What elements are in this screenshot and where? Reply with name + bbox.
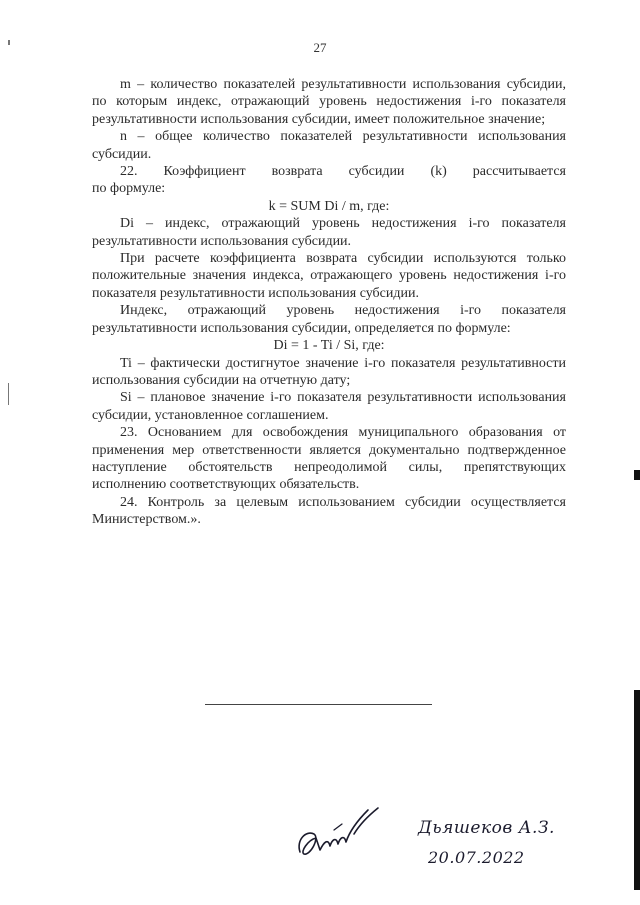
- paragraph-si-definition: Si – плановое значение i-го показателя результативности использования субсидии, установленное соглашением.: [92, 390, 566, 423]
- paragraph-22-line2: по формуле:: [92, 181, 166, 197]
- scan-mark: [8, 40, 10, 45]
- scan-edge-mark: [634, 470, 640, 480]
- paragraph-23: 23. Основанием для освобождения муниципального образования от применения мер ответственности является документально подтвержденное наступление обстоятельств непреодолимой силы, препятствующих исполнению соответствующих обязательств.: [92, 425, 566, 493]
- paragraph-m-definition: m – количество показателей результативности использования субсидии, по которым индекс, отражающий уровень недостижения i-го показателя результативности использования субсидии, имеет положительное значение;: [92, 77, 566, 127]
- signature: [294, 800, 384, 862]
- separator-line: [205, 704, 432, 705]
- paragraph-22-line1: 22. Коэффициент возврата субсидии (k) рассчитывается: [120, 164, 566, 180]
- paragraph-24: 24. Контроль за целевым использованием субсидии осуществляется Министерством.».: [92, 494, 566, 528]
- handwritten-date: 20.07.2022: [428, 848, 525, 867]
- scan-mark: [8, 383, 9, 405]
- paragraph-index-formula-intro: Индекс, отражающий уровень недостижения i-го показателя результативности использования субсидии, определяется по формуле:: [92, 303, 566, 336]
- document-body: [92, 76, 566, 529]
- paragraph-di-definition: Di – индекс, отражающий уровень недостижения i-го показателя результативности использования субсидии.: [92, 216, 566, 249]
- handwritten-name: Дьяшеков А.З.: [418, 818, 555, 838]
- paragraph-positive-values: При расчете коэффициента возврата субсидии используются только положительные значения индекса, отражающего уровень недостижения i-го показателя результативности использования субсидии.: [92, 251, 566, 301]
- formula-k: k = SUM Di / m, где:: [268, 198, 390, 214]
- formula-di: Di = 1 - Ti / Si, где:: [273, 338, 385, 354]
- paragraph-n-definition: n – общее количество показателей результативности использования субсидии.: [92, 129, 566, 162]
- scan-edge-bar: [634, 690, 640, 890]
- paragraph-ti-definition: Ti – фактически достигнутое значение i-го показателя результативности использования субсидии на отчетную дату;: [92, 355, 566, 388]
- page-number: 27: [313, 40, 327, 55]
